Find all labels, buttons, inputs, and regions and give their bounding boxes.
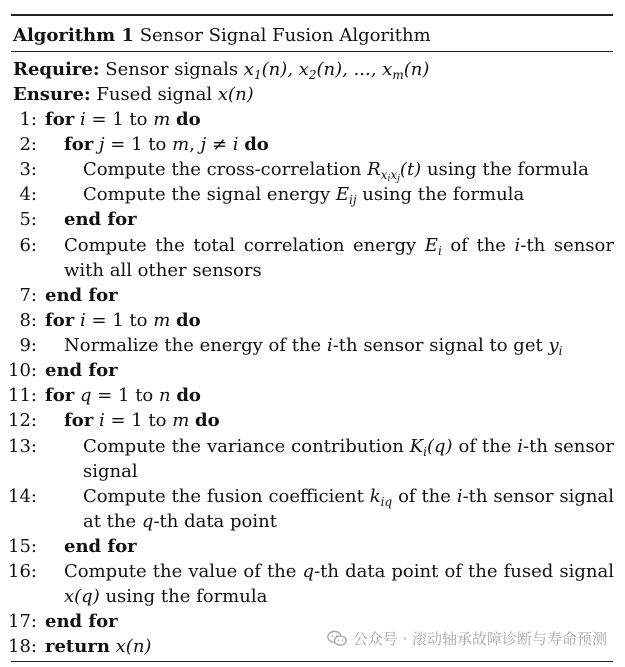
line-text: end for xyxy=(45,360,118,381)
require-math: $x_1(n)$, $x_2(n)$, ..., $x_m(n)$ xyxy=(243,59,430,82)
wechat-icon xyxy=(327,630,347,647)
ensure-math: x(n) xyxy=(217,84,254,105)
line-text: for q = 1 to n do xyxy=(45,385,201,406)
line-number: 13: xyxy=(8,436,37,457)
line-text: end for xyxy=(45,285,118,306)
line-number: 6: xyxy=(19,235,37,256)
line-text: Compute the cross-correlation $R_{x_ix_j}(t)$ using the formula xyxy=(83,159,589,184)
algorithm-name: Sensor Signal Fusion Algorithm xyxy=(139,25,431,46)
line-number: 1: xyxy=(19,109,37,130)
watermark xyxy=(327,628,607,649)
line-number: 18: xyxy=(8,636,37,657)
line-number: 17: xyxy=(8,611,37,632)
line-number: 10: xyxy=(8,360,37,381)
line-text: for i = 1 to m do xyxy=(64,410,220,431)
line-number: 8: xyxy=(19,310,37,331)
line-number: 3: xyxy=(19,159,37,180)
line-number: 15: xyxy=(8,536,37,557)
line-text: Normalize the energy of the i-th sensor signal to get $y_i$ xyxy=(64,335,563,358)
algorithm-label: Algorithm 1 xyxy=(13,25,134,46)
require-line xyxy=(13,58,429,82)
line-number: 12: xyxy=(8,410,37,431)
line-text: end for xyxy=(64,209,137,230)
line-number: 2: xyxy=(19,134,37,155)
ensure-label: Ensure: xyxy=(13,84,91,105)
watermark-text: 公众号 · 滚动轴承故障诊断与寿命预测 xyxy=(352,630,607,648)
line-text: end for xyxy=(45,611,118,632)
line-number: 11: xyxy=(8,385,37,406)
algorithm-title xyxy=(13,24,431,48)
line-text: Compute the variance contribution $K_i(q)$ of the i-th sensor signal xyxy=(83,436,614,482)
line-text: Compute the signal energy $E_{ij}$ using the formula xyxy=(83,184,525,207)
require-label: Require: xyxy=(13,59,100,80)
title-rule xyxy=(11,51,613,52)
line-text: for i = 1 to m do xyxy=(45,109,201,130)
line-text: Compute the fusion coefficient $k_{iq}$ of the i-th sensor signal at the q-th data point xyxy=(83,486,614,532)
line-number: 5: xyxy=(19,209,37,230)
ensure-line xyxy=(13,83,254,107)
line-number: 4: xyxy=(19,184,37,205)
line-number: 7: xyxy=(19,285,37,306)
line-number: 16: xyxy=(8,561,37,582)
require-text: Sensor signals xyxy=(105,59,239,80)
line-text: end for xyxy=(64,536,137,557)
line-text: Compute the value of the q-th data point of the fused signal x(q) using the formula xyxy=(64,561,614,607)
bottom-rule xyxy=(11,661,613,662)
line-text: Compute the total correlation energy $E_i$ of the i-th sensor with all other sensors xyxy=(64,235,614,281)
line-text: for j = 1 to m, j ≠ i do xyxy=(64,134,269,155)
line-number: 9: xyxy=(19,335,37,356)
line-text: return x(n) xyxy=(45,636,152,657)
line-number: 14: xyxy=(8,486,37,507)
ensure-text: Fused signal xyxy=(96,84,213,105)
top-rule xyxy=(11,14,613,16)
line-text: for i = 1 to m do xyxy=(45,310,201,331)
